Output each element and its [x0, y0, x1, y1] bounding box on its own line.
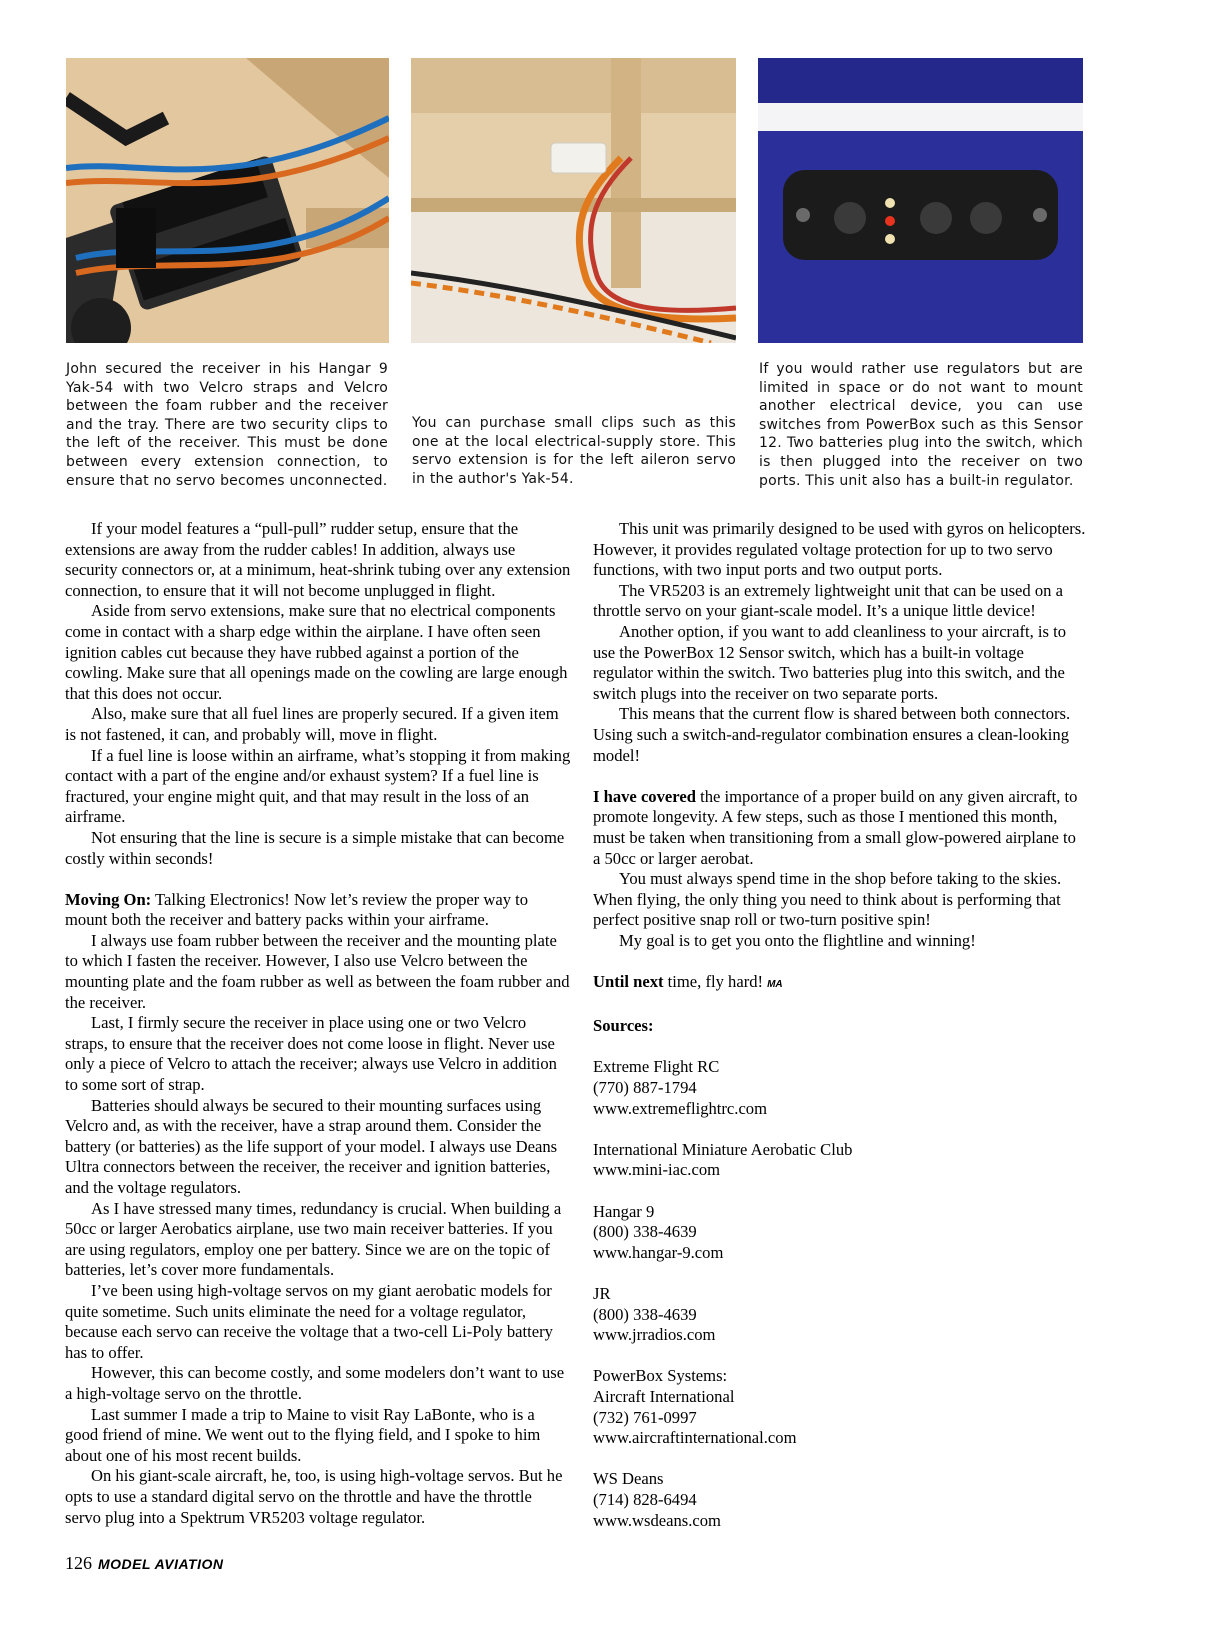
paragraph: Not ensuring that the line is secure is a simple mistake that can become costly within seconds! [65, 827, 565, 868]
ma-end-mark: MA [767, 979, 783, 991]
right-article-column [593, 519, 1087, 1531]
paragraph: Batteries should always be secured to their mounting surfaces using Velcro and, as with the receiver, have a strap around them. Consider the battery (or batteries) as the life support of your model. I always use Deans Ultra connectors between the receiver, the receiver and ignition batteries, and the voltage regulators. [65, 1095, 558, 1197]
source-entry [593, 1469, 1087, 1531]
paragraph: This means that the current flow is shared between both connectors. Using such a switch-and-regulator combination ensures a clean-looking model! [593, 704, 1071, 765]
paragraph: This unit was primarily designed to be used with gyros on helicopters. However, it provides regulated voltage protection for up to two servo functions, with two input ports and two output ports. [593, 519, 1086, 580]
source-line: (800) 338-4639 [593, 1222, 697, 1242]
source-entry [593, 1057, 1087, 1119]
source-line: www.extremeflightrc.com [593, 1098, 768, 1118]
source-line: www.hangar-9.com [593, 1242, 724, 1262]
paragraph: I always use foam rubber between the receiver and the mounting plate to which I fasten the receiver. However, I also use Velcro between the mounting plate and the foam rubber as well as between the foam rubber and the receiver. [65, 930, 570, 1012]
sources-heading: Sources: [593, 1016, 654, 1036]
paragraph: The VR5203 is an extremely lightweight unit that can be used on a throttle servo on your giant-scale model. It’s a unique little device! [593, 580, 1063, 621]
source-line: Hangar 9 [593, 1201, 655, 1221]
paragraph: You must always spend time in the shop before taking to the skies. When flying, the only thing you need to think about is performing that perfect positive snap roll or two-turn positive spin! [593, 869, 1062, 930]
source-line: www.mini-iac.com [593, 1160, 721, 1180]
paragraph: If a fuel line is loose within an airframe, what’s stopping it from making contact with a part of the engine and/or exhaust system? If a fuel line is fractured, your engine might quit, and that may result in the loss of an airframe. [65, 745, 571, 827]
page-number: 126 [65, 1553, 92, 1573]
source-line: JR [593, 1283, 611, 1303]
source-entry [593, 1140, 1087, 1181]
caption-photo-1: John secured the receiver in his Hangar 9 Yak-54 with two Velcro straps and Velcro between the foam rubber and the receiver and the tray. There are two security clips to the left of the receiver. This must be done between every extension connection, to ensure that no servo becomes unconnected. [66, 361, 388, 489]
paragraph: Another option, if you want to add cleanliness to your aircraft, is to use the PowerBox 12 Sensor switch, which has a built-in voltage regulator within the switch. Two batteries plug into this switch, and the switch plugs into the receiver on two separate ports. [593, 621, 1067, 703]
sources-list [593, 1057, 1087, 1531]
source-line: (714) 828-6494 [593, 1489, 697, 1509]
paragraph: Aside from servo extensions, make sure that no electrical components come in contact with a sharp edge within the airplane. I have often seen ignition cables cut because they have rubbed against a portion of the cowling. Make sure that all openings made on the cowling are large enough that this does not occur. [65, 601, 568, 703]
powerbox-switch-illustration [758, 58, 1083, 343]
source-line: WS Deans [593, 1469, 664, 1489]
paragraph: On his giant-scale aircraft, he, too, is using high-voltage servos. But he opts to use a standard digital servo on the throttle and have the throttle servo plug into a Spektrum VR5203 voltage regulator. [65, 1466, 563, 1527]
paragraph: I’ve been using high-voltage servos on my giant aerobatic models for quite sometime. Such units eliminate the need for a voltage regulator, because each servo can receive the voltage that a two-cell Li-Poly battery has to offer. [65, 1280, 553, 1362]
source-line: International Miniature Aerobatic Club [593, 1139, 853, 1159]
magazine-name: MODEL AVIATION [98, 1556, 224, 1572]
paragraph: If your model features a “pull-pull” rudder setup, ensure that the extensions are away from the rudder cables! In addition, always use security connectors or, at a minimum, heat-shrink tubing over any extension connection, to ensure that it will not become unplugged in flight. [65, 519, 571, 600]
section-lead: I have covered [593, 786, 696, 806]
source-entry [593, 1202, 1087, 1264]
section-lead: Moving On: [65, 889, 152, 909]
paragraph-text: the importance of a proper build on any given aircraft, to promote longevity. A few steps, such as those I mentioned this month, must be taken when transitioning from a small glow-powered airplane to a 50cc or larger aerobat. [593, 786, 1078, 868]
paragraph: Also, make sure that all fuel lines are properly secured. If a given item is not fastened, it can, and probably will, move in flight. [65, 704, 559, 744]
paragraph: As I have stressed many times, redundancy is crucial. When building a 50cc or larger Aerobatics airplane, use two main receiver batteries. If you are using regulators, employ one per battery. Since we are on the topic of batteries, let’s cover more fundamentals. [65, 1198, 562, 1280]
closing-line [593, 972, 1087, 996]
paragraph: However, this can become costly, and some modelers don’t want to use a high-voltage servo on the throttle. [65, 1363, 565, 1403]
source-line: (770) 887-1794 [593, 1078, 697, 1098]
photo-powerbox-switch [758, 58, 1083, 343]
closing-text: time, fly hard! [663, 972, 764, 992]
source-entry [593, 1284, 1087, 1346]
source-entry [593, 1366, 1087, 1448]
paragraph-text: Talking Electronics! Now let’s review the proper way to mount both the receiver and battery packs within your airframe. [65, 889, 529, 930]
source-line: (800) 338-4639 [593, 1304, 697, 1324]
caption-photo-3: If you would rather use regulators but are limited in space or do not want to mount another electrical device, you can use switches from PowerBox such as this Sensor 12. Two batteries plug into the switch, which is then plugged into the receiver on two ports. This unit also has a built-in regulator. [759, 361, 1083, 489]
source-line: www.jrradios.com [593, 1325, 716, 1345]
left-article-column [65, 519, 571, 1528]
caption-photo-2: You can purchase small clips such as this one at the local electrical-supply store. This servo extension is for the left aileron servo in the author's Yak-54. [412, 415, 736, 487]
source-line: www.wsdeans.com [593, 1510, 721, 1530]
source-line: Aircraft International [593, 1386, 735, 1406]
photo-servo-clip [411, 58, 736, 343]
section-paragraph-conclusion [593, 787, 1087, 869]
servo-clip-illustration [411, 58, 736, 343]
source-line: www.aircraftinternational.com [593, 1428, 797, 1448]
page-footer [65, 1553, 223, 1574]
closing-lead: Until next [593, 972, 664, 992]
paragraph: My goal is to get you onto the flightline and winning! [619, 930, 976, 950]
source-line: PowerBox Systems: [593, 1366, 728, 1386]
source-line: (732) 761-0997 [593, 1407, 697, 1427]
source-line: Extreme Flight RC [593, 1057, 720, 1077]
paragraph: Last summer I made a trip to Maine to visit Ray LaBonte, who is a good friend of mine. We went out to the flying field, and I spoke to him about one of his most recent builds. [65, 1404, 541, 1465]
photo-receiver-tray [66, 58, 389, 343]
paragraph: Last, I firmly secure the receiver in place using one or two Velcro straps, to ensure that the receiver does not come loose in flight. Never use only a piece of Velcro to attach the receiver; always use Velcro in addition to some sort of strap. [65, 1013, 557, 1095]
receiver-tray-illustration [66, 58, 389, 343]
section-paragraph-moving-on [65, 890, 571, 931]
